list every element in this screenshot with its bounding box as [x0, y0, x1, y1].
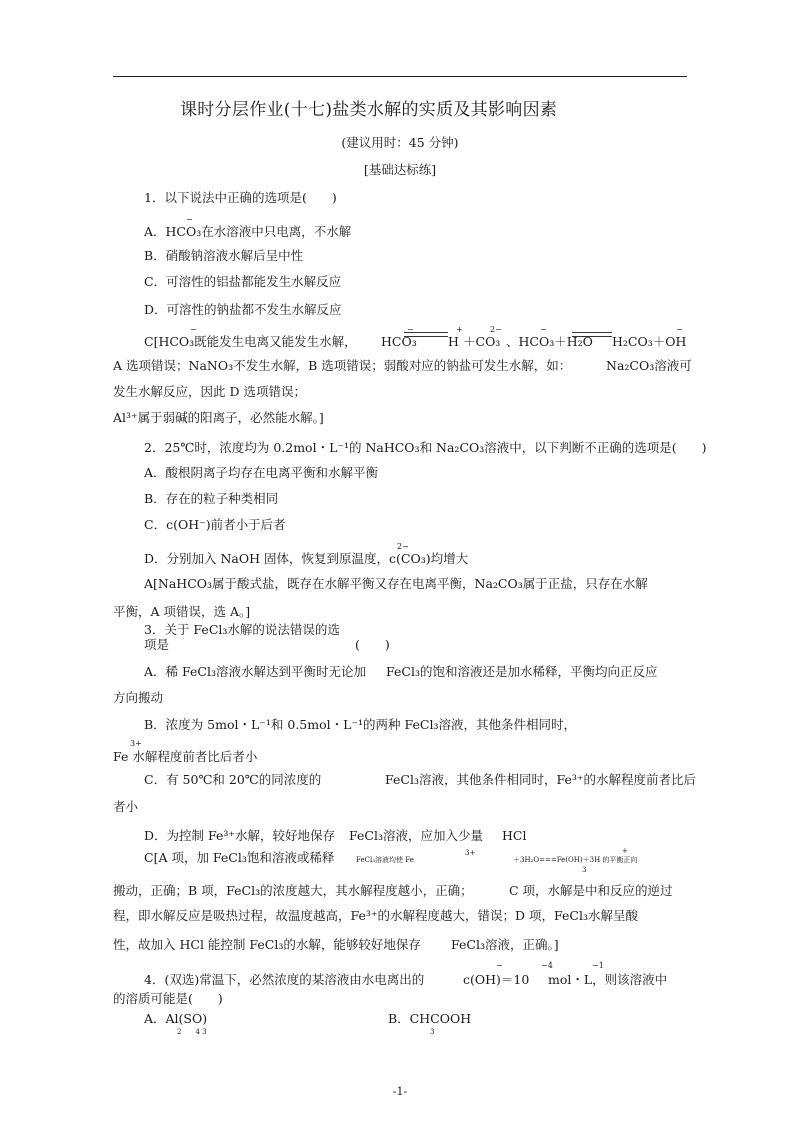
q3-answer-line2-end: C 项，水解是中和反应的逆过 — [509, 883, 673, 898]
q3-answer-line1: C[A 项，加 FeCl₃饱和溶液或稀释 — [144, 850, 335, 865]
q3-stem-line1: 3．关于 FeCl₃水解的说法错误的选 — [144, 622, 340, 637]
page-number: -1- — [392, 1085, 408, 1098]
q1-option-a: A．HCO₃在水溶液中只电离，不水解 — [144, 224, 352, 239]
q1-eq-hco3: HCO₃ — [381, 334, 417, 349]
q1-stem: 1．以下说法中正确的选项是( ) — [144, 190, 337, 205]
q1-answer-line4: Al³⁺属于弱碱的阳离子，必然能水解。] — [113, 410, 324, 425]
q3-option-c-line2: 者小 — [113, 799, 139, 814]
equilibrium-arrow-icon-2 — [572, 332, 612, 338]
q2-d-superscript: 2− — [397, 542, 409, 551]
q3-stem-line2: 项是 — [144, 637, 170, 652]
q2-option-b: B．存在的粒子种类相同 — [144, 491, 279, 506]
q1-eq-sup-minus-1: − — [407, 325, 414, 334]
q3-option-a-cont: FeCl₃的饱和溶液还是加水稀释，平衡均向正反应 — [386, 664, 658, 679]
q4-stem-formula: c(OH)＝10 — [463, 972, 530, 987]
q3-option-d-cont: FeCl₃溶液，应加入少量 — [349, 828, 483, 843]
q3-answer-paren: ( ) — [355, 637, 390, 652]
q3-answer-small-sup: 3+ — [465, 849, 476, 857]
section-heading: [基础达标练] — [363, 162, 437, 177]
q3-option-b: B．浓度为 5mol・L⁻¹和 0.5mol・L⁻¹的两种 FeCl₃溶液，其他条件相同时， — [144, 717, 576, 732]
q3-option-a-line2: 方向搬动 — [113, 690, 164, 705]
q4-sup-minus: − — [496, 961, 503, 970]
equilibrium-arrow-icon — [404, 332, 448, 338]
q1-eq-co3: ＋CO₃ — [463, 334, 501, 349]
q1-a-superscript: − — [186, 215, 193, 224]
q4-stem-end: mol・L，则该溶液中 — [548, 972, 668, 987]
q2-answer-line2: 平衡，A 项错误，选 A。] — [113, 604, 251, 619]
q3-answer-line3: 程，即水解反应是吸热过程，故温度越高，Fe³⁺的水解程度越大，错误；D 项，FeCl₃水解呈酸 — [113, 908, 638, 923]
q3-option-d-hcl: HCl — [502, 828, 527, 843]
q3-answer-small-sub: 3 — [582, 866, 587, 874]
q1-eq-h2co3: H₂CO₃＋OH — [612, 334, 687, 349]
q2-option-d: D．分别加入 NaOH 固体，恢复到原温度，c(CO₃)均增大 — [144, 551, 469, 566]
q2-answer-line1: A[NaHCO₃属于酸式盐，既存在水解平衡又存在电离平衡，Na₂CO₃属于正盐，只存在水解 — [144, 576, 648, 591]
q1-answer-line2: A 选项错误；NaNO₃不发生水解，B 选项错误；弱酸对应的钠盐可发生水解，如： — [113, 358, 572, 373]
header-rule — [113, 76, 687, 77]
q1-eq-hco3-h2o: 、HCO₃＋H₂O — [506, 334, 593, 349]
q3-answer-line2: 搬动，正确；B 项，FeCl₃的浓度越大，其水解程度越小，正确； — [113, 883, 473, 898]
q3-option-c-cont: FeCl₃溶液，其他条件相同时，Fe³⁺的水解程度前者比后 — [385, 772, 696, 787]
q2-stem: 2．25℃时，浓度均为 0.2mol・L⁻¹的 NaHCO₃和 Na₂CO₃溶液中，以下判断不正确的选项是( ) — [144, 440, 707, 455]
q3-answer-line4-end: FeCl₃溶液，正确。] — [451, 937, 559, 952]
q1-option-b: B．硝酸钠溶液水解后呈中性 — [144, 248, 304, 263]
q1-option-c: C．可溶性的铝盐都能发生水解反应 — [144, 274, 342, 289]
q3-answer-small-plus: + — [622, 847, 628, 855]
q1-eq-sup-plus: + — [456, 325, 463, 334]
q4-option-a: A．Al(SO) — [144, 1011, 208, 1026]
q3-b-superscript: 3+ — [130, 739, 142, 748]
q3-option-c: C．有 50℃和 20℃的同浓度的 — [144, 772, 322, 787]
q3-answer-line4: 性，故加入 HCl 能控制 FeCl₃的水解，能够较好地保存 — [113, 937, 421, 952]
q1-answer-line1: C[HCO₃既能发生电离又能发生水解， — [144, 334, 357, 349]
q4-stem: 4．(双选)常温下，必然浓度的某溶液由水电离出的 — [144, 972, 425, 987]
q4-sup-minus1: −1 — [592, 961, 604, 970]
q1-eq-sup-minus-2: − — [540, 325, 547, 334]
q3-answer-small-note: FeCl₃溶液均使 Fe — [356, 856, 414, 864]
q4-stem-line2: 的溶质可能是( ) — [113, 991, 223, 1006]
q3-option-d: D．为控制 Fe³⁺水解，较好地保存 — [144, 828, 335, 843]
q1-option-d: D．可溶性的钠盐都不发生水解反应 — [144, 302, 342, 317]
document-title: 课时分层作业(十七)盐类水解的实质及其影响因素 — [180, 100, 558, 120]
q1-answer-line3: 发生水解反应，因此 D 选项错误； — [113, 384, 306, 399]
q1-answer-line2-end: Na₂CO₃溶液可 — [606, 358, 692, 373]
time-note: (建议用时：45 分钟) — [341, 135, 459, 150]
q3-option-a: A．稀 FeCl₃溶液水解达到平衡时无论加 — [144, 664, 366, 679]
q1-ans-sup-minus: − — [190, 325, 197, 334]
q4-sup-minus4: −4 — [541, 961, 553, 970]
q4-option-b-subscript: 3 — [430, 1028, 435, 1036]
q2-option-c: C．c(OH⁻)前者小于后者 — [144, 517, 286, 532]
q3-answer-small-eq: ＋3H₂O===Fe(OH)＋3H 的平衡正向 — [513, 856, 638, 864]
q4-option-a-subscripts: 2 4 3 — [177, 1028, 207, 1036]
q1-eq-h: H — [448, 334, 459, 349]
q1-eq-sup-minus-3: − — [676, 325, 683, 334]
q2-option-a: A．酸根阴离子均存在电离平衡和水解平衡 — [144, 465, 379, 480]
q4-option-b: B．CHCOOH — [388, 1011, 472, 1026]
q1-eq-sup-2minus: 2− — [490, 325, 502, 334]
q3-option-b-line2: Fe 水解程度前者比后者小 — [113, 749, 258, 764]
